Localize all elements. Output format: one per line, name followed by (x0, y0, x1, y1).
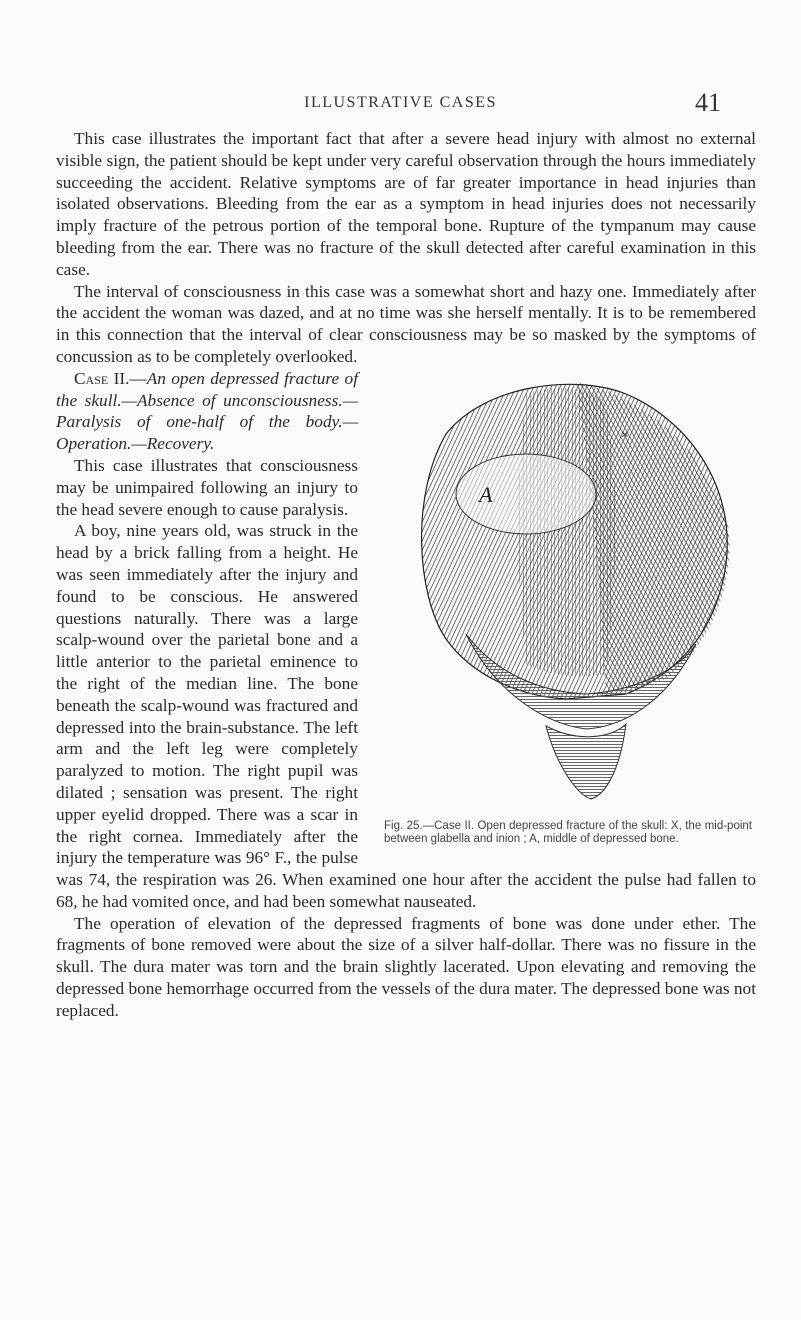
paragraph-2 (56, 281, 756, 368)
skull-illustration (376, 374, 756, 814)
body-text (56, 128, 756, 1022)
case-heading: Case II.—An open depressed fracture of the skull.—Absence of unconsciousness.—Paralysis of one-half of the body.—Operation.—Recovery. (56, 368, 358, 454)
paragraph-5: The operation of elevation of the depressed fragments of bone was done under ether. The fragments of bone removed were about the size of a silver half-dollar. There was no fissure in the skull. The dura mater was torn and the brain slightly lacerated. Upon elevating and removing the depressed bone hemorrhage occurred from the vessels of the dura mater. The depressed bone was not replaced. (56, 913, 756, 1020)
case-label: Case II. (74, 368, 130, 388)
paragraph-2-text: The interval of consciousness in this case was a somewhat short and hazy one. Immediately after the accident the woman was dazed, and at no time was she herself mentally. It is to be remembered in this connection that the interval of clear consciousness may be so masked by the symptoms of concussion as to be completely overlooked. (56, 281, 756, 366)
running-head (0, 88, 801, 118)
paragraph-3: This case illustrates that consciousness may be unimpaired following an injury to the head severe enough to cause paralysis. (56, 455, 358, 519)
figure-label-x: × (621, 427, 629, 443)
running-title: ILLUSTRATIVE CASES (304, 94, 497, 111)
figure-25 (376, 374, 756, 846)
paragraph-1: This case illustrates the important fact that after a severe head injury with almost no external visible sign, the patient should be kept under very careful observation through the hours immediately succeeding the accident. Relative symptoms are of far greater importance in head injuries than isolated observations. Bleeding from the ear as a symptom in head injuries does not necessarily imply fracture of the petrous portion of the temporal bone. Rupture of the tympanum may cause bleeding from the ear. There was no fracture of the skull detected after careful examination in this case. (56, 129, 756, 279)
page-number: 41 (695, 88, 721, 117)
neck (546, 724, 626, 799)
paragraph-4: A boy, nine years old, was struck in the head by a brick falling from a height. He was seen immediately after the injury and found to be conscious. He answered questions naturally. There was a large scalp-wound over the parietal bone and a little anterior to the parietal eminence to the right of the median line. The bone beneath the scalp-wound was fractured and depressed into the brain-substance. The left arm and the left leg were completely paralyzed to motion. The right pupil was dilated ; sensation was present. The right upper eyelid dropped. There was a scar in the right cornea. Immediately after the injury the temperature was 96° F., the pulse was 74, the respiration was 26. When examined one hour after the accident the pulse had fallen to 68, he had vomited once, and had been somewhat nauseated. (56, 521, 756, 911)
figure-label-a: A (479, 481, 493, 507)
case-title: An open depressed fracture of the skull.—Absence of unconsciousness.—Paralysis of one-half of the body.—Operation.—Recovery. (56, 368, 358, 454)
text-with-figure (56, 281, 756, 913)
figure-caption: Fig. 25.—Case II. Open depressed fracture of the skull: X, the mid-point between glabella and inion ; A, middle of depressed bone. (384, 819, 752, 845)
